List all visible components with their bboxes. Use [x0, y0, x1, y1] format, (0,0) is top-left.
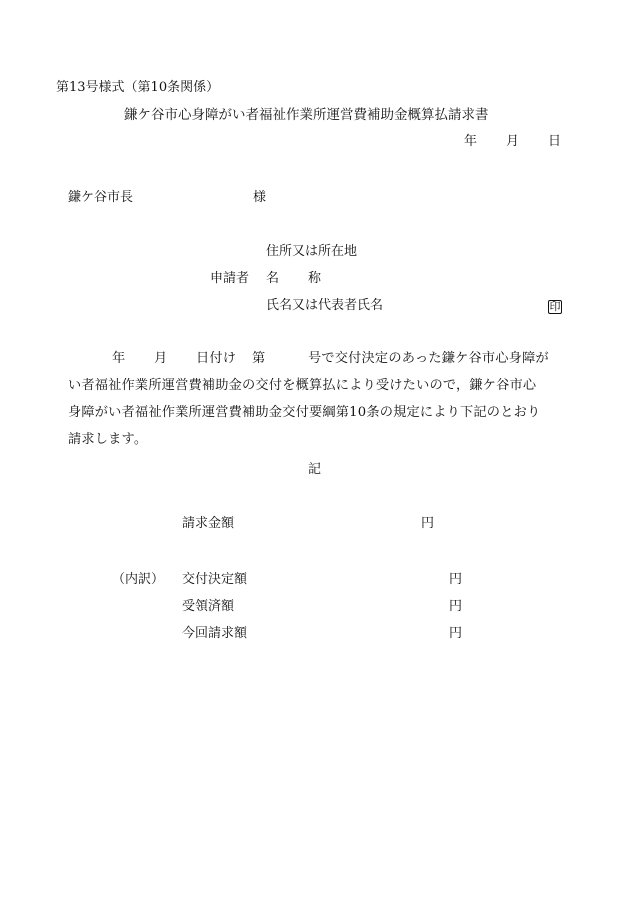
- form-number: 第13号様式（第10条関係）: [56, 80, 220, 95]
- addressee-honorific: 様: [253, 190, 267, 205]
- breakdown-item-label: 今回請求額: [182, 626, 248, 641]
- applicant-name-label-1: 名: [266, 271, 280, 286]
- addressee-name: 鎌ケ谷市長: [68, 190, 134, 205]
- request-amount-label: 請求金額: [182, 516, 235, 531]
- date-year: 年: [464, 134, 478, 149]
- date-day: 日: [548, 134, 562, 149]
- date-month: 月: [506, 134, 520, 149]
- ki-mark: 記: [308, 462, 322, 477]
- body-line2: い者福祉作業所運営費補助金の交付を概算払により受けたいので，鎌ケ谷市心: [68, 378, 537, 393]
- breakdown-label: （内訳）: [112, 572, 165, 587]
- document-title: 鎌ケ谷市心身障がい者福祉作業所運営費補助金概算払請求書: [124, 107, 489, 123]
- breakdown-item-unit: 円: [449, 599, 463, 614]
- seal-mark: 印: [549, 300, 561, 313]
- body-day: 日付け: [196, 351, 237, 366]
- breakdown-item-unit: 円: [449, 572, 463, 587]
- breakdown-item-label: 交付決定額: [182, 572, 248, 587]
- request-amount-unit: 円: [421, 516, 435, 531]
- breakdown-item-unit: 円: [449, 626, 463, 641]
- applicant-address-label: 住所又は所在地: [266, 244, 358, 259]
- body-month: 月: [154, 351, 168, 366]
- body-line1-rest: 号で交付決定のあった鎌ケ谷市心身障が: [308, 351, 549, 366]
- body-dai: 第: [252, 351, 266, 366]
- body-line4: 請求します。: [68, 432, 148, 447]
- breakdown-item-label: 受領済額: [182, 599, 235, 614]
- body-line3: 身障がい者福祉作業所運営費補助金交付要綱第10条の規定により下記のとおり: [68, 405, 541, 420]
- applicant-rep-label: 氏名又は代表者氏名: [266, 298, 384, 313]
- applicant-label: 申請者: [210, 271, 250, 286]
- applicant-name-label-2: 称: [308, 271, 322, 286]
- body-year: 年: [112, 351, 126, 366]
